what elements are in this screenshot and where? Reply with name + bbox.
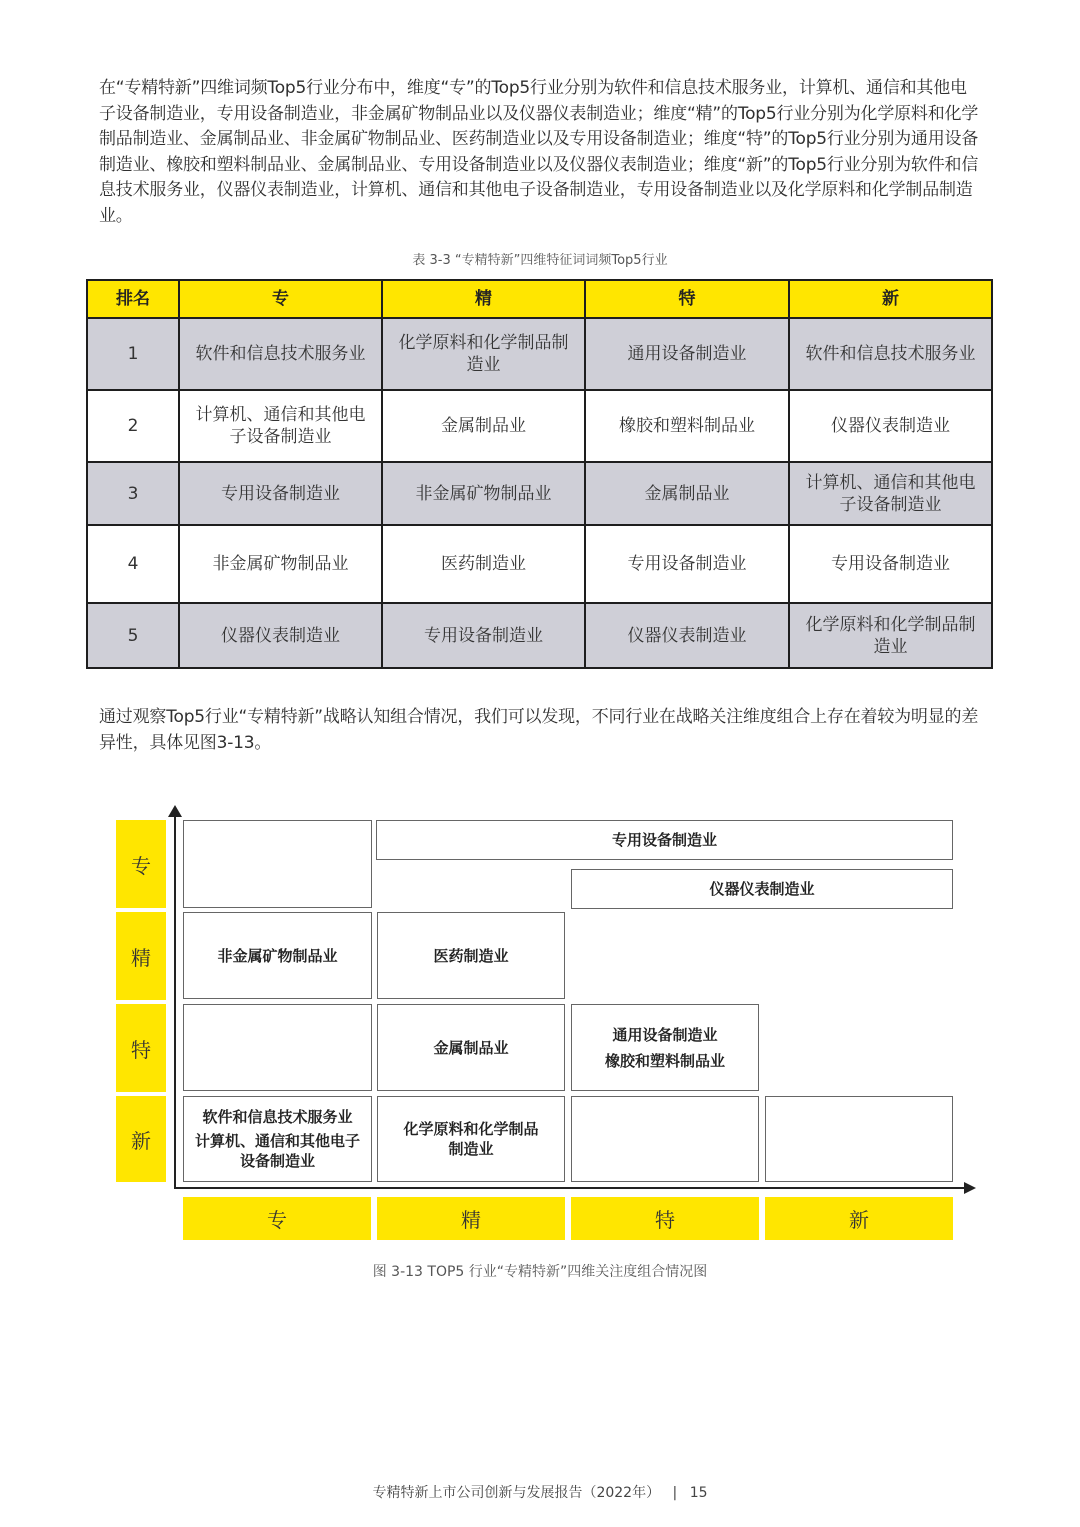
box-te-jing [377,1004,565,1091]
rank-cell: 3 [87,462,179,525]
table-header-row [87,280,992,318]
box-zhuan-span-wide [376,820,953,860]
table-cell: 通用设备制造业 [585,318,789,390]
box-label: 计算机、通信和其他电子设备制造业 [194,1132,360,1170]
page-footer [0,1482,1080,1502]
x-axis-line [174,1187,968,1189]
intro-paragraph: 在“专精特新”四维词频Top5行业分布中，维度“专”的Top5行业分别为软件和信息技术服务业，计算机、通信和其他电子设备制造业，专用设备制造业，非金属矿物制品业以及仪器仪表制造业；维度“精”的Top5行业分别为化学原料和化学制品制造业、金属制品业、非金属矿物制品业、医药制造业以及专用设备制造业；维度“特”的Top5行业分别为通用设备制造业、橡胶和塑料制品业、金属制品业、专用设备制造业以及仪器仪表制造业；维度“新”的Top5行业分别为软件和信息技术服务业，仪器仪表制造业，计算机、通信和其他电子设备制造业，专用设备制造业以及化学原料和化学制品制造业。 [99,78,979,226]
header-te: 特 [585,280,789,318]
header-zhuan: 专 [179,280,382,318]
box-label: 通用设备制造业 [612,1025,718,1044]
table-cell: 非金属矿物制品业 [382,462,585,525]
rank-cell: 4 [87,525,179,603]
x-label-xin: 新 [765,1197,953,1240]
x-label-te: 特 [571,1197,759,1240]
figure-caption: 图 3-13 TOP5 行业“专精特新”四维关注度组合情况图 [372,1264,708,1280]
table-cell: 金属制品业 [382,390,585,462]
x-label-zhuan: 专 [183,1197,371,1240]
footer-separator: | [672,1485,678,1501]
box-label: 软件和信息技术服务业 [202,1108,353,1126]
box-label: 化学原料和化学制品制造业 [403,1120,539,1158]
header-xin: 新 [789,280,992,318]
y-label-jing: 精 [116,912,166,1000]
grid-cell-empty [183,1004,372,1091]
rank-cell: 5 [87,603,179,668]
table-row [87,525,992,603]
table-cell: 非金属矿物制品业 [179,525,382,603]
table-row [87,390,992,462]
table-cell: 专用设备制造业 [179,462,382,525]
box-zhuan-span-narrow [571,869,953,909]
box-label: 非金属矿物制品业 [217,946,338,965]
rank-cell: 1 [87,318,179,390]
y-label-te: 特 [116,1004,166,1092]
table-row [87,603,992,668]
box-label: 专用设备制造业 [611,831,717,849]
table-cell: 计算机、通信和其他电子设备制造业 [789,462,992,525]
y-axis-line [174,814,176,1189]
header-rank: 排名 [87,280,179,318]
box-jing-zhuan [183,912,372,999]
table-cell: 橡胶和塑料制品业 [585,390,789,462]
table-cell: 仪器仪表制造业 [585,603,789,668]
box-te-te [571,1004,759,1091]
table-caption: 表 3-3 “专精特新”四维特征词词频Top5行业 [412,253,668,268]
x-label-jing: 精 [377,1197,565,1240]
page-number: 15 [689,1485,708,1501]
box-xin-zhuan [183,1096,372,1182]
grid-cell-empty [765,1096,953,1182]
y-label-zhuan: 专 [116,820,166,908]
header-jing: 精 [382,280,585,318]
box-label: 橡胶和塑料制品业 [604,1051,725,1070]
box-label: 金属制品业 [433,1038,509,1057]
table-cell: 专用设备制造业 [585,525,789,603]
box-label: 医药制造业 [433,946,509,965]
y-axis-arrow-icon [168,805,182,817]
table-cell: 金属制品业 [585,462,789,525]
table-cell: 软件和信息技术服务业 [179,318,382,390]
table-cell: 医药制造业 [382,525,585,603]
grid-cell-empty [571,1096,759,1182]
grid-cell-empty [183,820,372,908]
x-axis-arrow-icon [964,1182,976,1194]
y-label-xin: 新 [116,1096,166,1182]
top5-industry-table [86,279,993,669]
rank-cell: 2 [87,390,179,462]
table-cell: 专用设备制造业 [382,603,585,668]
footer-title: 专精特新上市公司创新与发展报告（2022年） [372,1485,661,1501]
table-cell: 软件和信息技术服务业 [789,318,992,390]
table-cell: 专用设备制造业 [789,525,992,603]
box-jing-jing [377,912,565,999]
box-xin-jing [377,1096,565,1182]
table-cell: 化学原料和化学制品制造业 [382,318,585,390]
table-row [87,318,992,390]
box-label: 仪器仪表制造业 [709,880,815,898]
table-cell: 仪器仪表制造业 [789,390,992,462]
table-cell: 计算机、通信和其他电子设备制造业 [179,390,382,462]
table-row [87,462,992,525]
second-paragraph: 通过观察Top5行业“专精特新”战略认知组合情况，我们可以发现，不同行业在战略关注维度组合上存在着较为明显的差异性，具体见图3-13。 [99,707,979,753]
table-cell: 化学原料和化学制品制造业 [789,603,992,668]
table-cell: 仪器仪表制造业 [179,603,382,668]
